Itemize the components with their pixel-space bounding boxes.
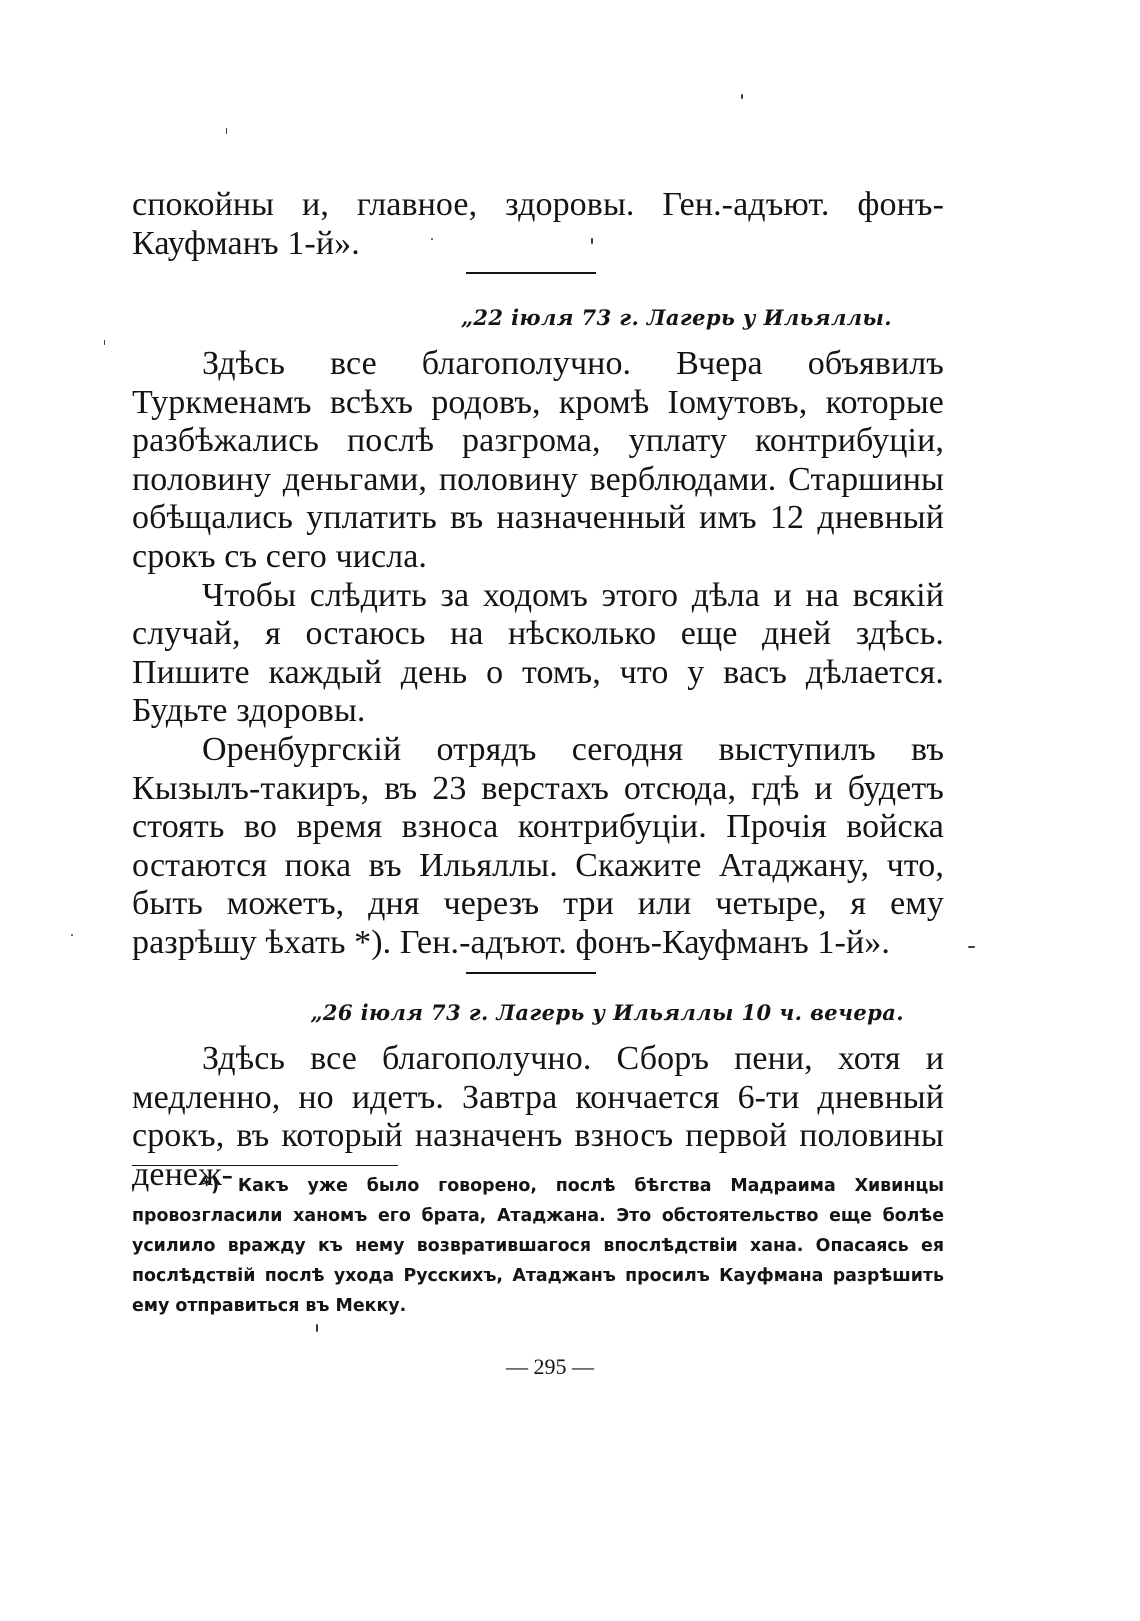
letter-heading-1: „22 іюля 73 г. Лагерь у Ильяллы.	[460, 305, 892, 330]
text-block-continuation	[132, 186, 944, 263]
text-block-letter-1	[132, 345, 944, 963]
letter-heading-2: „26 іюля 73 г. Лагерь у Ильяллы 10 ч. вечера.	[310, 1000, 904, 1025]
scan-speck	[741, 94, 743, 99]
footnote-rule	[132, 1165, 398, 1166]
paragraph: Здѣсь все благополучно. Сборъ пени, хотя и медленно, но идетъ. Завтра кончается 6-ти дневный срокъ, въ который назначенъ взносъ первой половины денеж-	[132, 1040, 944, 1193]
scan-speck	[431, 238, 433, 240]
scan-speck	[591, 238, 593, 244]
section-separator	[466, 972, 596, 974]
scan-speck	[316, 1324, 318, 1332]
footnote-text: *) Какъ уже было говорено, послѣ бѣгства Мадраима Хивинцы провозгласили ханомъ его брата, Атаджана. Это обстоятельство еще болѣе усилило вражду къ нему возвратившагося впослѣдствіи хана. Опасаясь ея послѣдствій послѣ ухода Русскихъ, Атаджанъ просилъ Кауфмана разрѣшить ему отправиться въ Мекку.	[132, 1176, 944, 1316]
paragraph: Чтобы слѣдить за ходомъ этого дѣла и на всякій случай, я остаюсь на нѣсколько еще дней здѣсь. Пишите каждый день о томъ, что у васъ дѣлается. Будьте здоровы.	[132, 576, 944, 730]
text-line: Кауфманъ 1-й».	[132, 224, 360, 262]
page-number: — 295 —	[506, 1354, 594, 1379]
paragraph: Оренбургскій отрядъ сегодня выступилъ въ Кызылъ-такиръ, въ 23 верстахъ отсюда, гдѣ и будетъ стоять во время взноса контрибуціи. Прочія войска остаются пока въ Ильяллы. Скажите Атаджану, что, быть можетъ, дня черезъ три или четыре, я ему разрѣшу ѣхать *). Ген.-адъют. фонъ-Кауфманъ 1-й».	[132, 730, 944, 961]
scan-speck	[71, 934, 73, 936]
scan-speck	[968, 946, 975, 948]
text-line: спокойны и, главное, здоровы. Ген.-адъют. фонъ-	[132, 186, 944, 223]
paragraph: Здѣсь все благополучно. Вчера объявилъ Туркменамъ всѣхъ родовъ, кромѣ Іомутовъ, которые разбѣжались послѣ разгрома, уплату контрибуціи, половину деньгами, половину верблюдами. Старшины обѣщались уплатить въ назначенный имъ 12 дневный срокъ съ сего числа.	[132, 345, 944, 575]
section-separator	[466, 272, 596, 274]
footnote	[132, 1171, 944, 1321]
scan-speck	[226, 128, 227, 134]
scan-speck	[104, 340, 105, 345]
